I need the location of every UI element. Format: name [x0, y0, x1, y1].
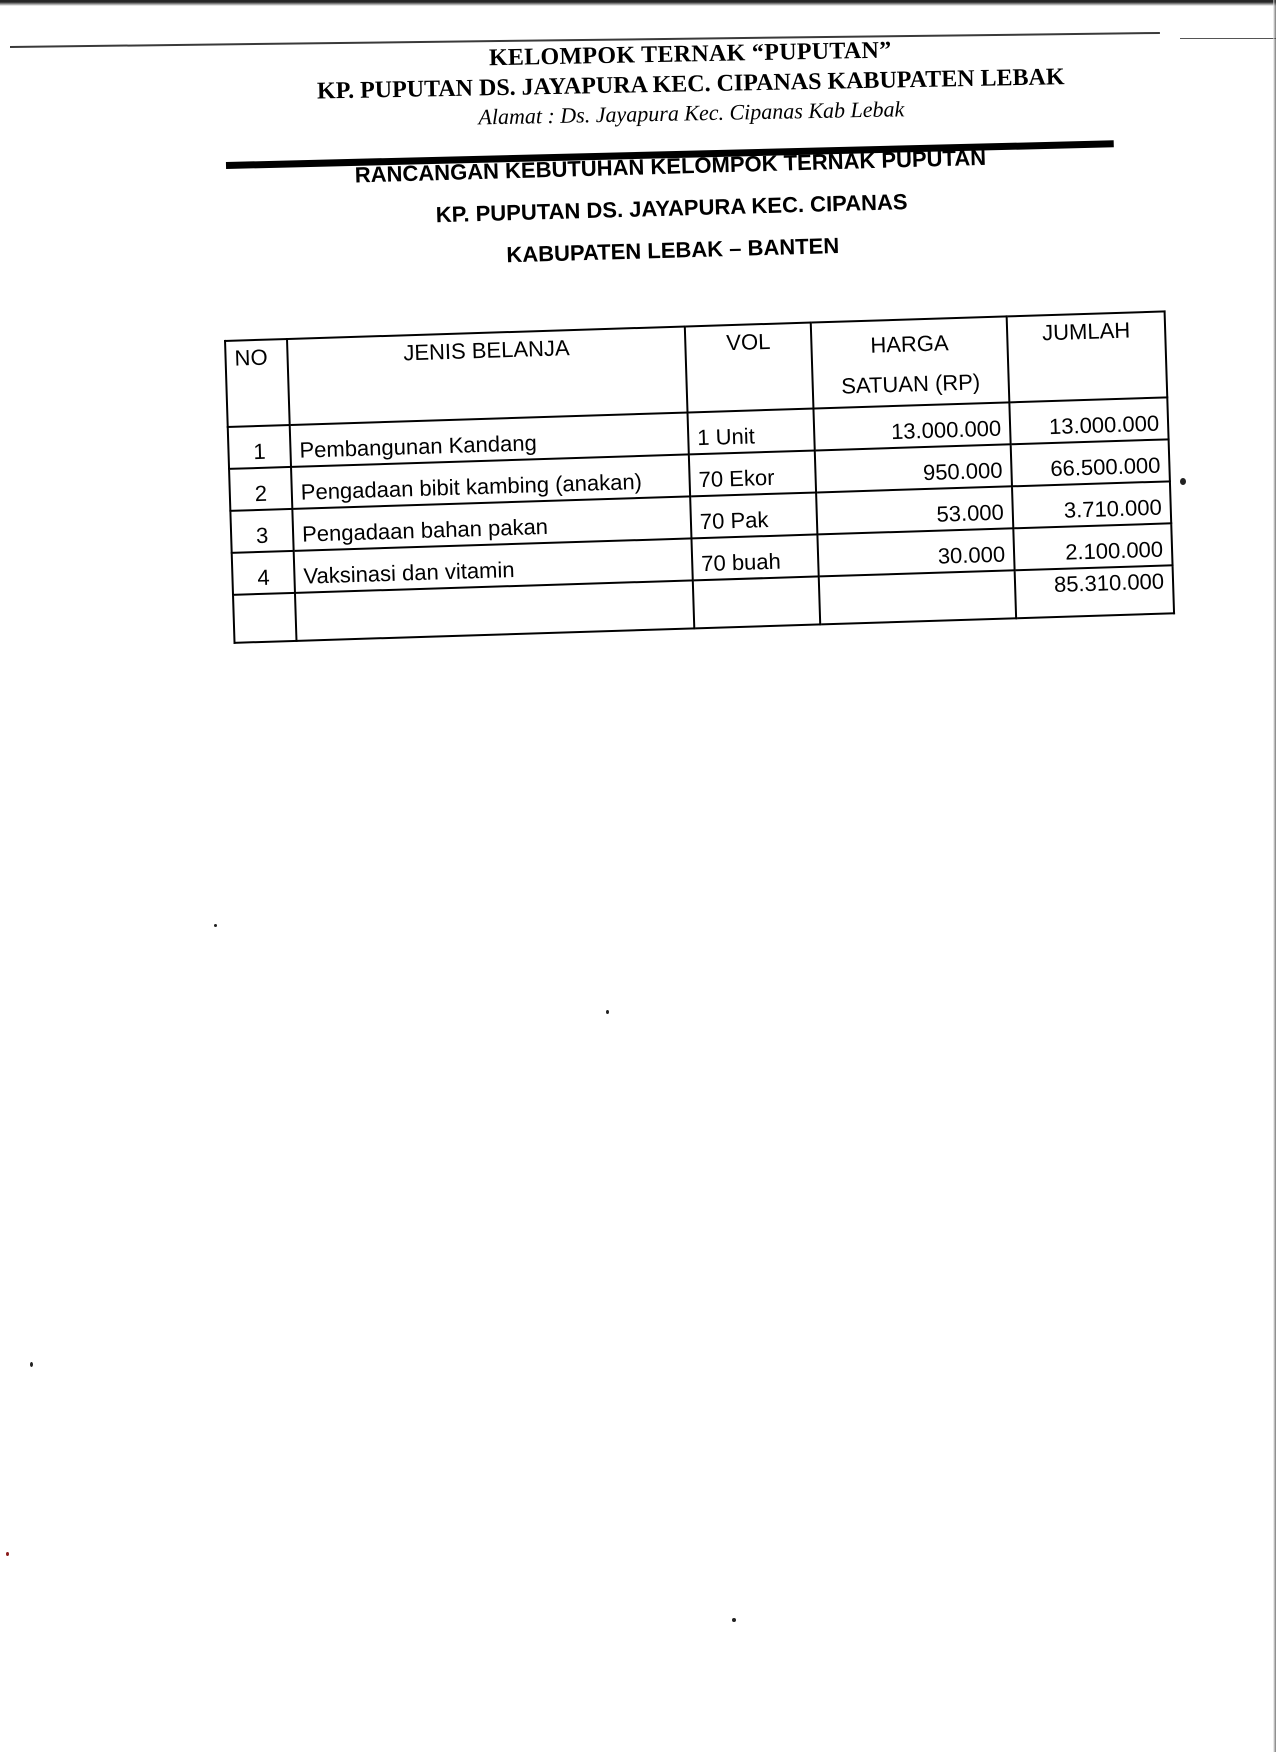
cell-jumlah: 3.710.000 [1012, 481, 1171, 528]
scan-line [1180, 38, 1276, 39]
scan-speck [6, 1552, 9, 1556]
cell-vol: 1 Unit [688, 409, 815, 455]
cell-harga: 53.000 [816, 486, 1013, 534]
header-jumlah: JUMLAH [1007, 311, 1168, 402]
scan-speck [1180, 478, 1186, 485]
header-harga-satuan [811, 316, 1010, 408]
header-jenis-belanja: JENIS BELANJA [287, 327, 688, 425]
title-line-1: RANCANGAN KEBUTUHAN KELOMPOK TERNAK PUPUTAN [354, 144, 987, 188]
group-address: Alamat : Ds. Jayapura Kec. Cipanas Kab Lebak [478, 96, 905, 130]
cell-total: 85.310.000 [1015, 565, 1174, 618]
cell-no: 4 [232, 551, 295, 595]
header-harga-line-1: HARGA [869, 330, 949, 358]
letterhead [240, 31, 1142, 136]
cell-jumlah: 2.100.000 [1013, 523, 1172, 570]
scan-speck [30, 1362, 33, 1367]
title-line-3: KABUPATEN LEBAK – BANTEN [506, 232, 840, 268]
cell-jenis: Pembangunan Kandang [290, 412, 689, 466]
cell-no: 3 [230, 509, 293, 553]
cell-jumlah: 66.500.000 [1011, 439, 1170, 486]
cell-harga: 30.000 [817, 528, 1014, 576]
cell-jenis: Vaksinasi dan vitamin [294, 538, 693, 592]
cell-no: 1 [228, 425, 291, 469]
document-title [300, 135, 1043, 282]
group-location: KP. PUPUTAN DS. JAYAPURA KEC. CIPANAS KABUPATEN LEBAK [316, 64, 1065, 105]
cell-jenis: Pengadaan bibit kambing (anakan) [291, 454, 690, 508]
cell-empty [819, 570, 1016, 624]
cell-empty [233, 593, 296, 643]
cell-harga: 13.000.000 [813, 402, 1010, 450]
cell-jumlah: 13.000.000 [1009, 397, 1168, 444]
scan-speck [214, 924, 217, 927]
scan-speck [732, 1618, 736, 1622]
cell-no: 2 [229, 467, 292, 511]
budget-table [224, 310, 1175, 643]
scan-speck [606, 1010, 609, 1014]
title-line-2: KP. PUPUTAN DS. JAYAPURA KEC. CIPANAS [435, 189, 908, 228]
cell-vol: 70 Pak [690, 492, 817, 538]
cell-vol: 70 Ekor [689, 450, 816, 496]
cell-harga: 950.000 [815, 444, 1012, 492]
cell-vol: 70 buah [691, 534, 818, 580]
cell-empty [693, 576, 820, 628]
budget-table-wrapper [224, 310, 1175, 643]
header-vol: VOL [685, 323, 814, 413]
group-name: KELOMPOK TERNAK “PUPUTAN” [488, 37, 892, 72]
header-no: NO [225, 339, 290, 427]
header-harga-line-2: SATUAN (RP) [840, 369, 981, 399]
scan-edge-top [0, 0, 1276, 6]
cell-jenis: Pengadaan bahan pakan [292, 496, 691, 550]
